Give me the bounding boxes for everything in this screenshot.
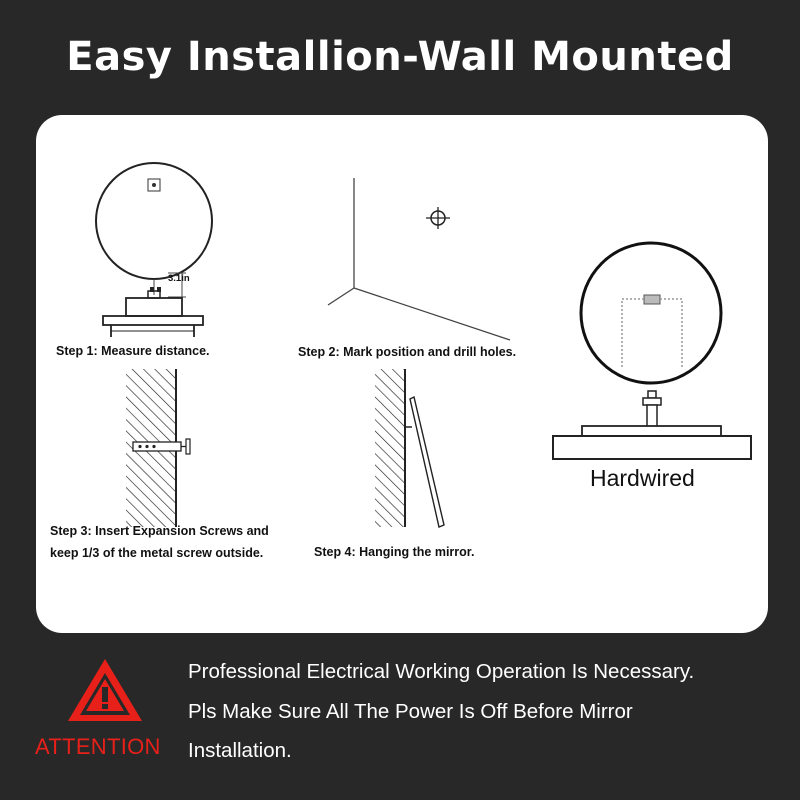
step1-illustration (96, 163, 212, 337)
installation-diagram-panel (36, 115, 768, 633)
round-mirror-outline (581, 243, 721, 383)
step2-caption: Step 2: Mark position and drill holes. (298, 345, 517, 359)
wall-hatching (375, 369, 405, 527)
warning-triangle-icon (66, 657, 144, 723)
step1-caption: Step 1: Measure distance. (56, 344, 210, 358)
notice-line-3: Installation. (188, 739, 292, 762)
notice-line-1: Professional Electrical Working Operation Is Necessary. (188, 660, 695, 683)
vanity-base (553, 436, 751, 459)
step3-caption-line1: Step 3: Insert Expansion Screws and (50, 524, 269, 538)
notice-line-2: Pls Make Sure All The Power Is Off Before Mirror (188, 699, 633, 723)
mirror-side-view (410, 397, 444, 527)
step3-illustration (126, 369, 190, 527)
hardwired-illustration (553, 243, 751, 459)
attention-label: ATTENTION (35, 734, 161, 759)
step3-caption-line2: keep 1/3 of the metal screw outside. (50, 546, 264, 560)
mount-plate (582, 426, 721, 436)
step2-illustration (328, 178, 510, 340)
vanity-countertop (103, 316, 203, 325)
attention-notice (188, 652, 788, 771)
junction-box (644, 295, 660, 304)
step4-caption: Step 4: Hanging the mirror. (314, 545, 475, 559)
step4-illustration (375, 369, 444, 527)
sink-basin (126, 298, 182, 316)
measurement-label: 3.1in (168, 273, 190, 284)
page-title: Easy Installion-Wall Mounted (66, 34, 734, 80)
round-mirror-outline (96, 163, 212, 279)
hardwired-label: Hardwired (590, 465, 695, 491)
